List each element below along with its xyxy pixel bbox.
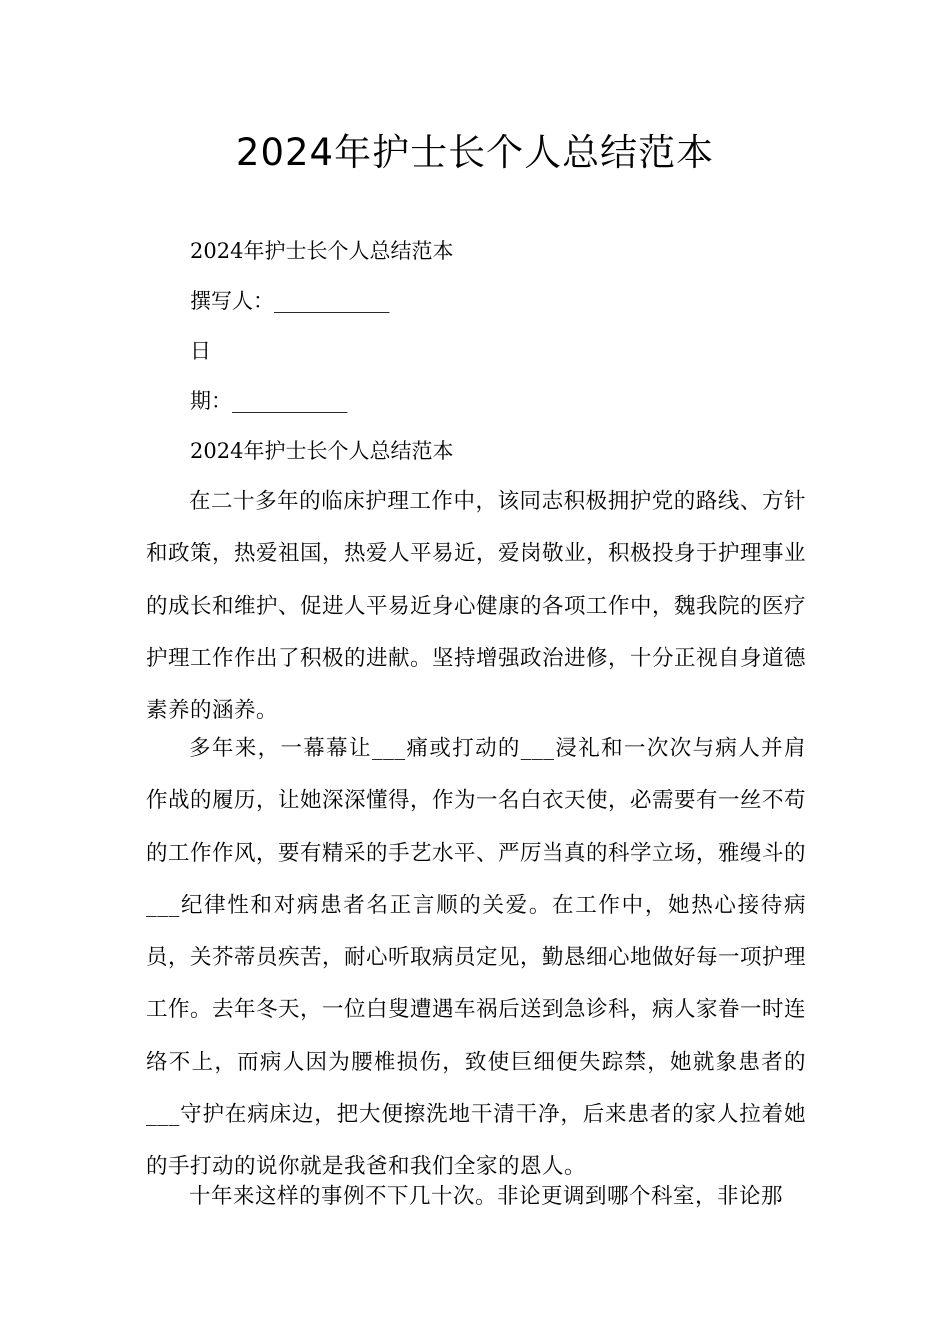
date-blank: ___________ [232,389,348,413]
author-blank: ___________ [274,289,390,313]
author-line [190,286,390,316]
date-line [190,386,348,416]
author-label: 撰写人： [190,289,274,313]
date-label-line-1: 日 [190,339,211,363]
subtitle-repeat-line: 2024年护士长个人总结范本 [190,439,454,463]
date-label: 期： [190,389,232,413]
subtitle-line: 2024年护士长个人总结范本 [190,239,454,263]
paragraph-3: 十年来这样的事例不下几十次。非论更调到哪个科室，非论那 [189,1184,784,1209]
paragraph-2: 多年来，一幕幕让___痛或打动的___浸礼和一次次与病人并肩作战的履历，让她深深懂得，作为一名白衣天使，必需要有一丝不苟的工作作风，要有精采的手艺水平、严厉当真的科学立场，雅缦斗的___纪律性和对病患者名正言顺的关爱。在工作中，她热心接待病员，关芥蒂员疾苦，耐心听取病员定见，勤恳细心地做好每一项护理工作。去年冬天，一位白叟遭遇车祸后送到急诊科，病人家眷一时连络不上，而病人因为腰椎损伤，致使巨细便失踪禁，她就象患者的___守护在病床边，把大便擦洗地干清干净，后来患者的家人拉着她的手打动的说你就是我爸和我们全家的恩人。 [146,736,807,1180]
document-title: 2024年护士长个人总结范本 [235,131,715,174]
paragraph-1: 在二十多年的临床护理工作中，该同志积极拥护党的路线、方针和政策，热爱祖国，热爱人平易近，爱岗敬业，积极投身于护理事业的成长和维护、促进人平易近身心健康的各项工作中，魏我院的医疗护理工作作出了积极的进献。坚持增强政治进修，十分正视自身道德素养的涵养。 [146,489,807,724]
